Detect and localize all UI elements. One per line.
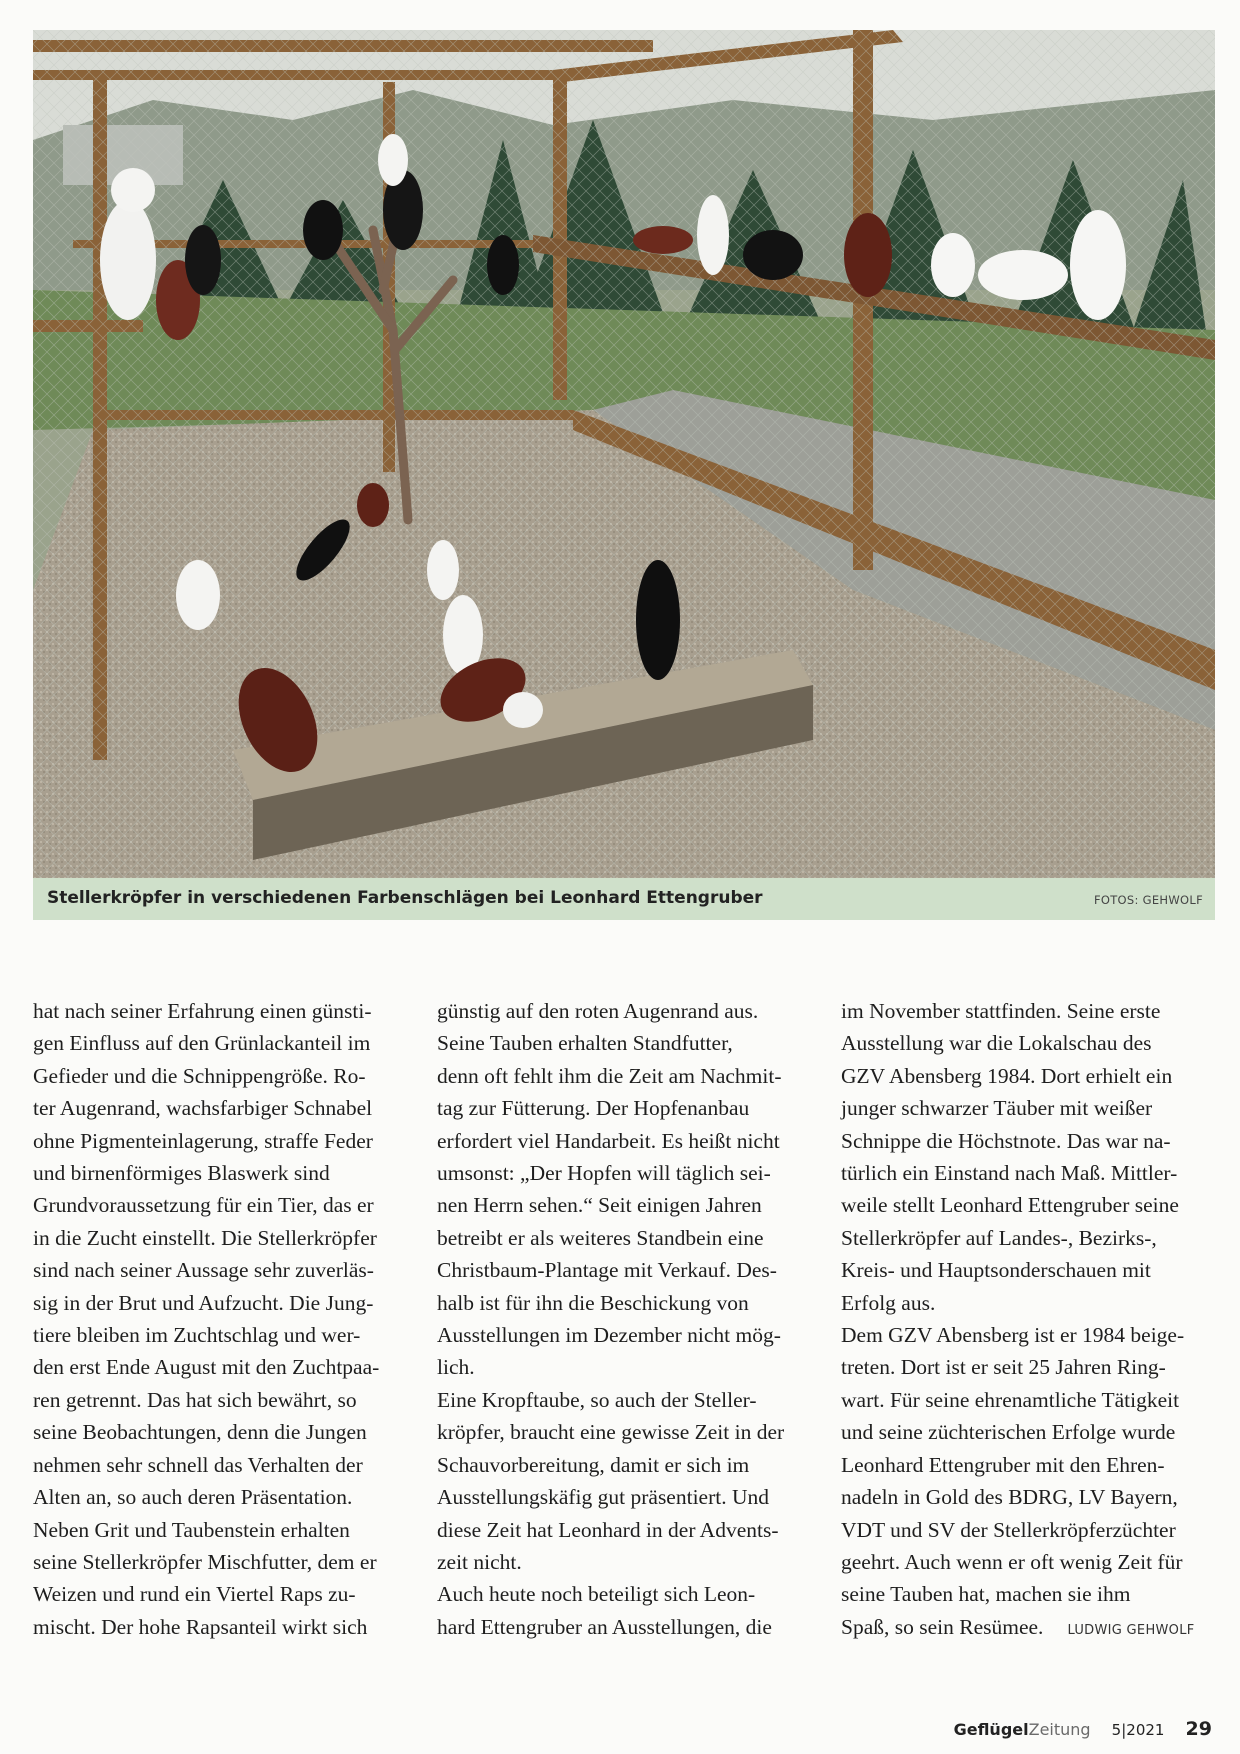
column-line: Leonhard Ettengruber mit den Ehren- — [841, 1452, 1165, 1477]
column-line: VDT und SV der Stellerkröpferzüchter — [841, 1517, 1176, 1542]
column-line: in die Zucht einstellt. Die Stellerkröpfer — [33, 1225, 377, 1250]
column-line: seine Stellerkröpfer Mischfutter, dem er — [33, 1549, 377, 1574]
column-line: ohne Pigmenteinlagerung, straffe Feder — [33, 1128, 373, 1153]
column-line: und birnenförmiges Blaswerk sind — [33, 1161, 330, 1186]
column-line: Stellerkröpfer auf Landes-, Bezirks-, — [841, 1225, 1157, 1250]
column-line: mischt. Der hohe Rapsanteil wirkt sich — [33, 1614, 368, 1639]
column-line: Seine Tauben erhalten Standfutter, — [437, 1031, 733, 1056]
column-line: Dem GZV Abensberg ist er 1984 beige- — [841, 1323, 1185, 1348]
column-line: Gefieder und die Schnippengröße. Ro- — [33, 1063, 366, 1088]
column-line: Ausstellungskäfig gut präsentiert. Und — [437, 1485, 770, 1510]
column-line: Ausstellung war die Lokalschau des — [841, 1031, 1152, 1056]
column-line-text: Spaß, so sein Resümee. — [841, 1614, 1044, 1639]
magazine-name-light: Zeitung — [1028, 1720, 1091, 1739]
column-line: den erst Ende August mit den Zuchtpaa- — [33, 1355, 380, 1380]
column-line: hard Ettengruber an Ausstellungen, die — [437, 1614, 772, 1639]
column-line: diese Zeit hat Leonhard in der Advents- — [437, 1517, 779, 1542]
column-line: tag zur Fütterung. Der Hopfenanbau — [437, 1096, 750, 1121]
column-line: halb ist für ihn die Beschickung von — [437, 1290, 749, 1315]
column-line: Ausstellungen im Dezember nicht mög- — [437, 1323, 781, 1348]
column-line: lich. — [437, 1355, 475, 1380]
photo-caption: Stellerkröpfer in verschiedenen Farbenschlägen bei Leonhard Ettengruber — [47, 888, 763, 908]
text-column-2 — [437, 995, 809, 1643]
column-line: Auch heute noch beteiligt sich Leon- — [437, 1582, 756, 1607]
column-line: und seine züchterischen Erfolge wurde — [841, 1420, 1176, 1445]
column-line: türlich ein Einstand nach Maß. Mittler- — [841, 1161, 1178, 1186]
column-line: ren getrennt. Das hat sich bewährt, so — [33, 1387, 357, 1412]
column-line: erfordert viel Handarbeit. Es heißt nicht — [437, 1128, 780, 1153]
column-line: ter Augenrand, wachsfarbiger Schnabel — [33, 1096, 373, 1121]
column-line: nehmen sehr schnell das Verhalten der — [33, 1452, 363, 1477]
column-line: Neben Grit und Taubenstein erhalten — [33, 1517, 350, 1542]
column-line: denn oft fehlt ihm die Zeit am Nachmit- — [437, 1063, 782, 1088]
column-line: seine Tauben hat, machen sie ihm — [841, 1582, 1131, 1607]
column-line: sind nach seiner Aussage sehr zuverläs- — [33, 1258, 374, 1283]
column-line: seine Beobachtungen, denn die Jungen — [33, 1420, 367, 1445]
column-line: umsonst: „Der Hopfen will täglich sei- — [437, 1161, 771, 1186]
magazine-name-bold: Geflügel — [953, 1720, 1029, 1739]
column-line: günstig auf den roten Augenrand aus. — [437, 999, 759, 1023]
pigeon-aviary-illustration — [33, 30, 1215, 878]
column-line: nadeln in Gold des BDRG, LV Bayern, — [841, 1485, 1178, 1510]
column-line: GZV Abensberg 1984. Dort erhielt ein — [841, 1063, 1173, 1088]
column-line: weile stellt Leonhard Ettengruber seine — [841, 1193, 1179, 1218]
page-footer — [954, 1718, 1212, 1740]
column-line: Schauvorbereitung, damit er sich im — [437, 1452, 750, 1477]
column-line: wart. Für seine ehrenamtliche Tätigkeit — [841, 1387, 1180, 1412]
text-column-3 — [841, 995, 1213, 1647]
page-number: 29 — [1185, 1718, 1212, 1740]
column-line: Weizen und rund ein Viertel Raps zu- — [33, 1582, 356, 1607]
column-line: treten. Dort ist er seit 25 Jahren Ring- — [841, 1355, 1166, 1380]
column-line: zeit nicht. — [437, 1549, 522, 1574]
photo-credit: FOTOS: GEHWOLF — [1093, 893, 1203, 907]
text-column-1 — [33, 995, 405, 1643]
column-line: sig in der Brut und Aufzucht. Die Jung- — [33, 1290, 374, 1315]
column-line: betreibt er als weiteres Standbein eine — [437, 1225, 764, 1250]
column-line-last — [841, 1611, 1213, 1647]
photo-caption-bar — [33, 878, 1215, 920]
column-line: hat nach seiner Erfahrung einen günsti- — [33, 999, 372, 1023]
column-line: Alten an, so auch deren Präsentation. — [33, 1485, 353, 1510]
column-line: Kreis- und Hauptsonderschauen mit — [841, 1258, 1151, 1283]
column-line: junger schwarzer Täuber mit weißer — [841, 1096, 1153, 1121]
author-signature: LUDWIG GEHWOLF — [1067, 1622, 1195, 1638]
column-line: tiere bleiben im Zuchtschlag und wer- — [33, 1323, 361, 1348]
column-line: Erfolg aus. — [841, 1290, 936, 1315]
column-line: Grundvoraussetzung für ein Tier, das er — [33, 1193, 374, 1218]
column-line: gen Einfluss auf den Grünlackanteil im — [33, 1031, 371, 1056]
column-line: im November stattfinden. Seine erste — [841, 999, 1161, 1023]
column-line: Schnippe die Höchstnote. Das war na- — [841, 1128, 1171, 1153]
column-line: geehrt. Auch wenn er oft wenig Zeit für — [841, 1549, 1183, 1574]
aviary-photo — [33, 30, 1215, 878]
column-line: nen Herrn sehen.“ Seit einigen Jahren — [437, 1193, 762, 1218]
issue-number: 5|2021 — [1111, 1721, 1165, 1739]
column-line: Christbaum-Plantage mit Verkauf. Des- — [437, 1258, 777, 1283]
column-line: kröpfer, braucht eine gewisse Zeit in der — [437, 1420, 785, 1445]
column-line: Eine Kropftaube, so auch der Steller- — [437, 1387, 757, 1412]
